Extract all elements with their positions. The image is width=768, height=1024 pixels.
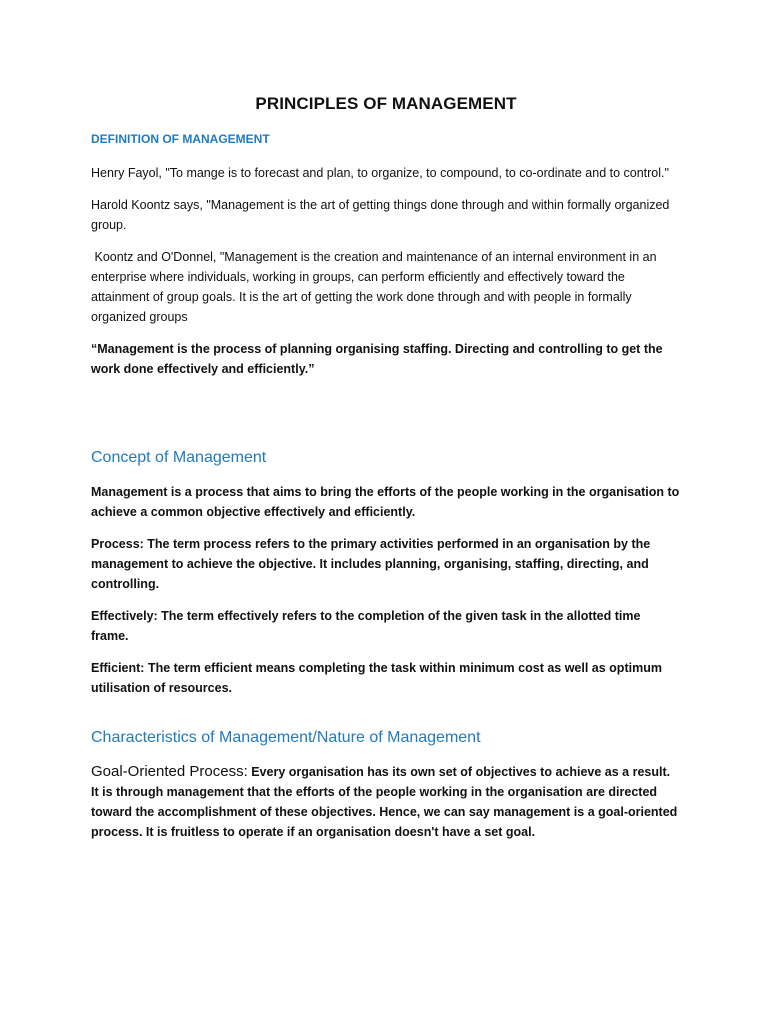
section-spacer [91,710,681,729]
concept-paragraph-effectively: Effectively: The term effectively refers to the completion of the given task in the allotted time frame. [91,609,641,643]
definition-paragraph-fayol: Henry Fayol, "To mange is to forecast and plan, to organize, to compound, to co-ordinate and to control." [91,166,669,180]
goal-oriented-text: Every organisation has its own set of objectives to achieve as a result. It is through management that the efforts of the people working in the organisation are directed toward the accomplishment of these objectives. Hence, we can say management is a goal-oriented process. It is fruitless to operate if an organisation doesn't have a set goal. [91,765,678,839]
section-spacer [91,391,681,449]
definition-paragraph-koontz-odonnel: Koontz and O'Donnel, "Management is the creation and maintenance of an internal environment in an enterprise where individuals, working in groups, can perform efficiently and effectively toward the attainment of group goals. It is the art of getting the work done through and with people in formally organized groups [91,250,661,324]
concept-paragraph-intro: Management is a process that aims to bring the efforts of the people working in the organisation to achieve a common objective effectively and efficiently. [91,485,680,519]
characteristics-goal-paragraph [91,762,681,842]
document-title: PRINCIPLES OF MANAGEMENT [255,94,517,113]
concept-heading: Concept of Management [91,449,267,466]
characteristics-heading: Characteristics of Management/Nature of Management [91,729,481,746]
definition-quote: “Management is the process of planning organising staffing. Directing and controlling to get the work done effectively and efficiently.” [91,342,663,376]
definition-paragraph-koontz: Harold Koontz says, "Management is the art of getting things done through and within formally organized group. [91,198,670,232]
definition-heading: DEFINITION OF MANAGEMENT [91,132,270,146]
goal-oriented-title: Goal-Oriented Process: [91,763,248,780]
concept-paragraph-process: Process: The term process refers to the primary activities performed in an organisation by the management to achieve the objective. It includes planning, organising, staffing, directing, and controlling. [91,537,651,591]
concept-paragraph-efficient: Efficient: The term efficient means completing the task within minimum cost as well as optimum utilisation of resources. [91,661,662,695]
document-content [91,94,681,854]
